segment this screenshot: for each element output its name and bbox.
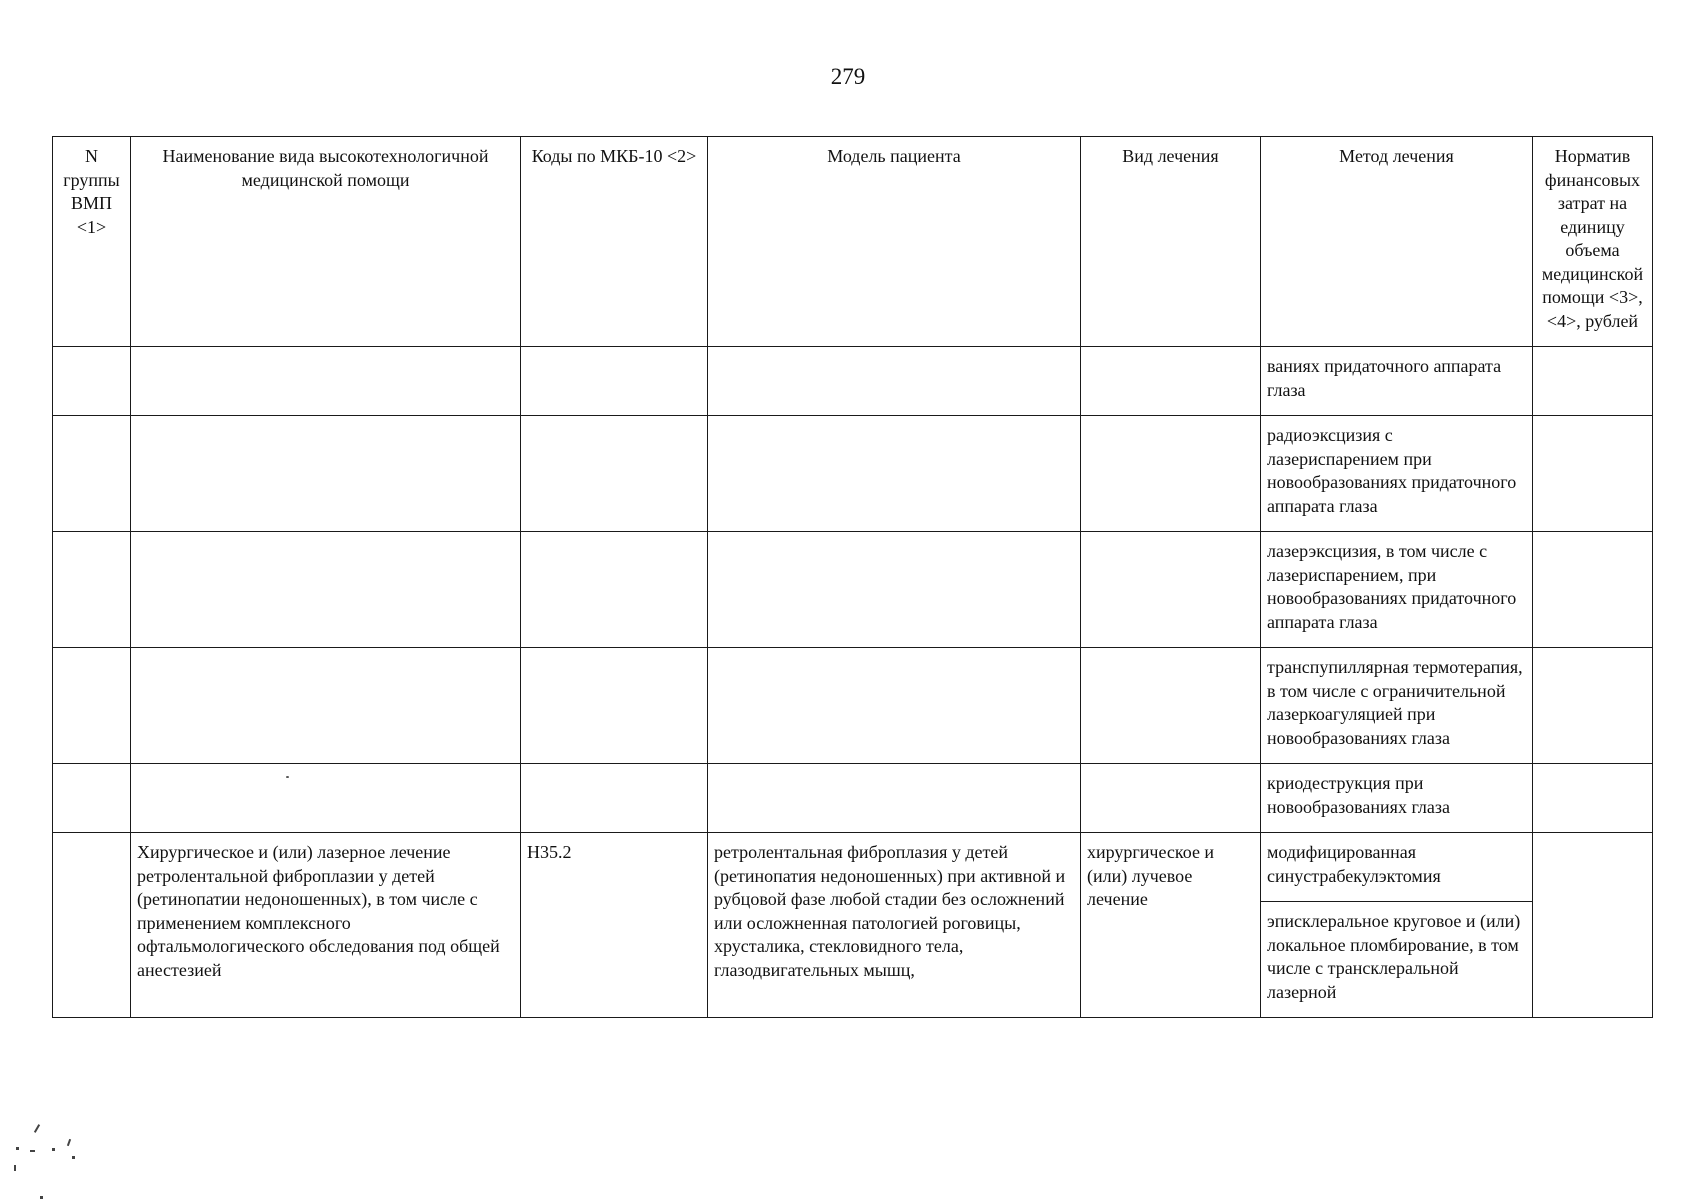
cell-empty xyxy=(1533,347,1653,416)
cell-method: транспупиллярная термотерапия, в том числе с ограничительной лазеркоагуляцией при новообразованиях глаза xyxy=(1261,648,1533,764)
cell-empty xyxy=(1533,764,1653,833)
cell-patient-model: ретролентальная фиброплазия у детей (ретинопатия недоношенных) при активной и рубцовой фазе любой стадии без осложнений или осложненная патологией роговицы, хрусталика, стекловидного тела, глазодвигательных мышц, xyxy=(708,833,1081,1018)
header-cost-standard: Норматив финансовых затрат на единицу объема медицинской помощи <3>, <4>, рублей xyxy=(1533,137,1653,347)
cell-empty xyxy=(708,416,1081,532)
cell-icd-codes: H35.2 xyxy=(521,833,708,1018)
header-treatment-method: Метод лечения xyxy=(1261,137,1533,347)
cell-empty xyxy=(708,764,1081,833)
header-treatment-type: Вид лечения xyxy=(1081,137,1261,347)
table-row xyxy=(53,416,1653,532)
cell-empty xyxy=(131,764,521,833)
cell-empty xyxy=(131,416,521,532)
cell-empty xyxy=(53,416,131,532)
cell-empty xyxy=(53,532,131,648)
cell-group-number xyxy=(53,833,131,1018)
cell-empty xyxy=(708,347,1081,416)
cell-empty xyxy=(1533,648,1653,764)
scan-speck xyxy=(286,776,289,778)
cell-empty xyxy=(1533,416,1653,532)
cell-method: лазерэксцизия, в том числе с лазериспарением, при новообразованиях придаточного аппарата глаза xyxy=(1261,532,1533,648)
header-patient-model: Модель пациента xyxy=(708,137,1081,347)
cell-treatment-type: хирургическое и (или) лучевое лечение xyxy=(1081,833,1261,1018)
cell-empty xyxy=(53,764,131,833)
page-number: 279 xyxy=(830,64,866,89)
cell-method: ваниях придаточного аппарата глаза xyxy=(1261,347,1533,416)
cell-method: модифицированная синустрабекулэктомия xyxy=(1261,833,1533,902)
header-row xyxy=(53,137,1653,347)
header-icd-codes: Коды по МКБ-10 <2> xyxy=(521,137,708,347)
cell-empty xyxy=(53,347,131,416)
cell-empty xyxy=(131,347,521,416)
cell-empty xyxy=(1081,532,1261,648)
cell-empty xyxy=(1081,648,1261,764)
cell-empty xyxy=(131,532,521,648)
header-care-name: Наименование вида высокотехнологичной медицинской помощи xyxy=(131,137,521,347)
cell-empty xyxy=(708,532,1081,648)
table-row xyxy=(53,347,1653,416)
vmp-table xyxy=(52,136,1653,1018)
table-row xyxy=(53,833,1653,902)
cell-empty xyxy=(1081,347,1261,416)
cell-method: эписклеральное круговое и (или) локальное пломбирование, в том числе с трансклеральной лазерной xyxy=(1261,902,1533,1018)
table-row xyxy=(53,764,1653,833)
cell-empty xyxy=(131,648,521,764)
cell-cost-standard xyxy=(1533,833,1653,1018)
cell-empty xyxy=(1081,764,1261,833)
table-row xyxy=(53,648,1653,764)
cell-empty xyxy=(521,764,708,833)
cell-method: радиоэксцизия с лазериспарением при новообразованиях придаточного аппарата глаза xyxy=(1261,416,1533,532)
cell-empty xyxy=(1533,532,1653,648)
cell-method: криодеструкция при новообразованиях глаза xyxy=(1261,764,1533,833)
cell-empty xyxy=(521,347,708,416)
header-group-number: N группы ВМП <1> xyxy=(53,137,131,347)
cell-empty xyxy=(521,648,708,764)
cell-empty xyxy=(521,416,708,532)
cell-empty xyxy=(53,648,131,764)
cell-empty xyxy=(521,532,708,648)
cell-care-name: Хирургическое и (или) лазерное лечение ретролентальной фиброплазии у детей (ретинопатии недоношенных), в том числе с применением комплексного офтальмологического обследования под общей анестезией xyxy=(131,833,521,1018)
cell-empty xyxy=(1081,416,1261,532)
cell-empty xyxy=(708,648,1081,764)
table-row xyxy=(53,532,1653,648)
